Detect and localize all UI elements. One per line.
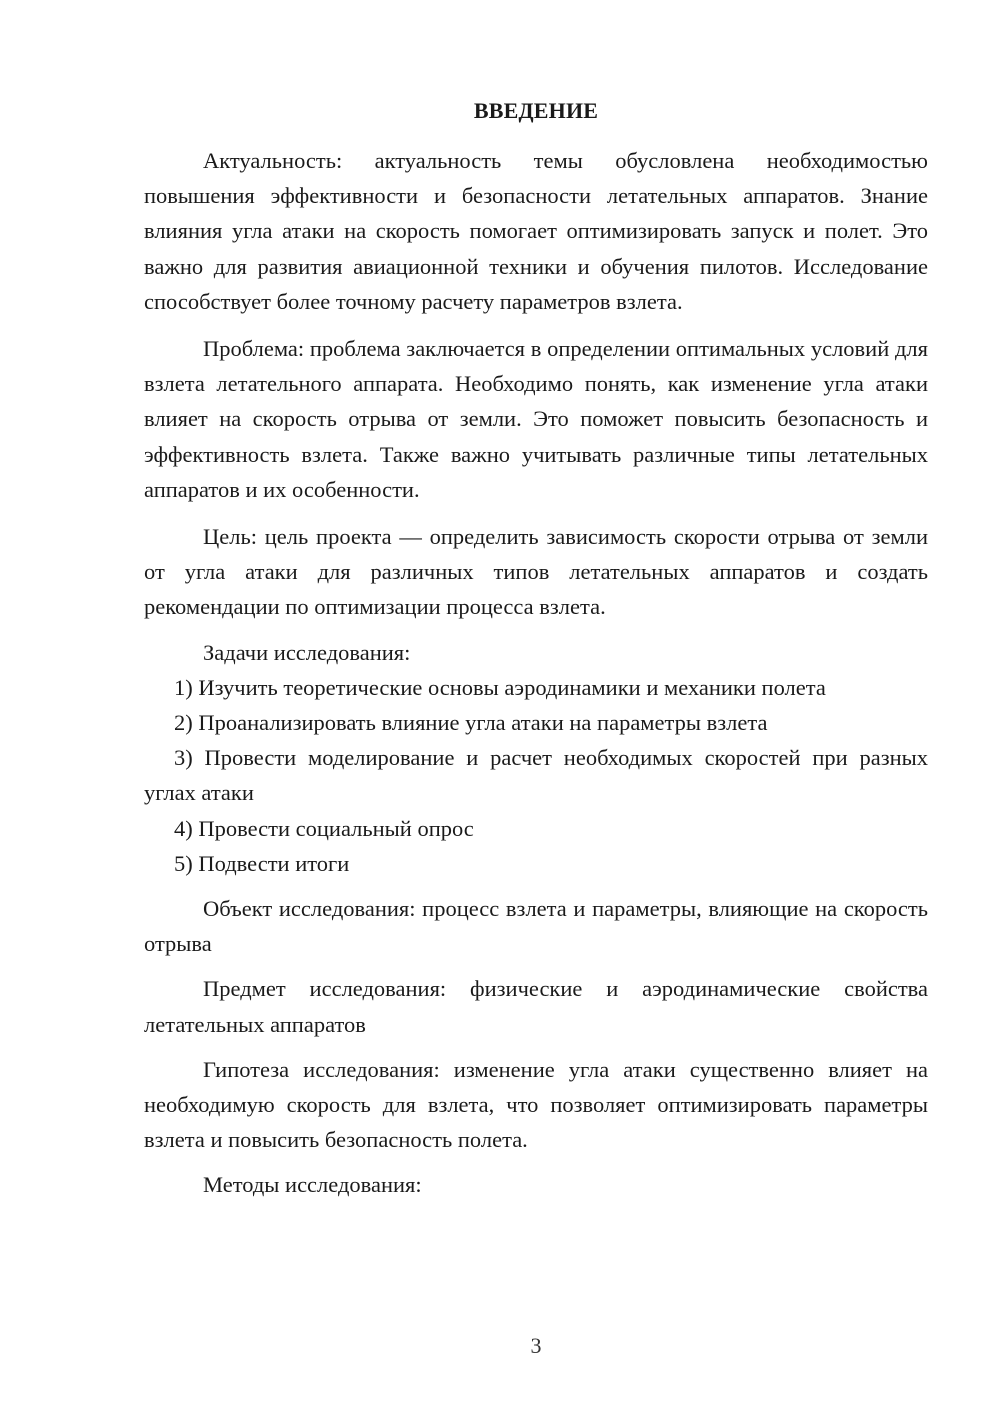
section-title: ВВЕДЕНИЕ <box>473 98 599 123</box>
document-page <box>144 0 928 1414</box>
paragraph-relevance: Актуальность: актуальность темы обусловлена необходимостью повышения эффективности и безопасности летательных аппаратов. Знание влияния угла атаки на скорость помогает оптимизировать запуск и полет. Это важно для развития авиационной техники и обучения пилотов. Исследование способствует более точному расчету параметров взлета. <box>144 148 928 314</box>
paragraph-goal: Цель: цель проекта — определить зависимость скорости отрыва от земли от угла атаки для различных типов летательных аппаратов и создать рекомендации по оптимизации процесса взлета. <box>144 524 928 620</box>
list-item: 3) Провести моделирование и расчет необходимых скоростей при разных углах атаки <box>144 745 928 806</box>
list-item: 5) Подвести итоги <box>174 850 350 876</box>
tasks-heading: Задачи исследования: <box>203 639 411 665</box>
paragraph-object: Объект исследования: процесс взлета и параметры, влияющие на скорость отрыва <box>144 896 928 957</box>
methods-heading: Методы исследования: <box>203 1172 422 1198</box>
list-item: 4) Провести социальный опрос <box>174 815 474 841</box>
paragraph-subject: Предмет исследования: физические и аэродинамические свойства летательных аппаратов <box>144 976 928 1037</box>
list-item: 1) Изучить теоретические основы аэродинамики и механики полета <box>174 674 826 700</box>
page-number: 3 <box>530 1333 542 1358</box>
paragraph-hypothesis: Гипотеза исследования: изменение угла атаки существенно влияет на необходимую скорость для взлета, что позволяет оптимизировать параметры взлета и повысить безопасность полета. <box>144 1056 928 1153</box>
document-body <box>144 143 928 1203</box>
paragraph-problem: Проблема: проблема заключается в определении оптимальных условий для взлета летательного аппарата. Необходимо понять, как изменение угла атаки влияет на скорость отрыва от земли. Это поможет повысить безопасность и эффективность взлета. Также важно учитывать различные типы летательных аппаратов и их особенности. <box>144 336 928 502</box>
tasks-list <box>144 670 928 881</box>
list-item: 2) Проанализировать влияние угла атаки на параметры взлета <box>174 710 768 736</box>
